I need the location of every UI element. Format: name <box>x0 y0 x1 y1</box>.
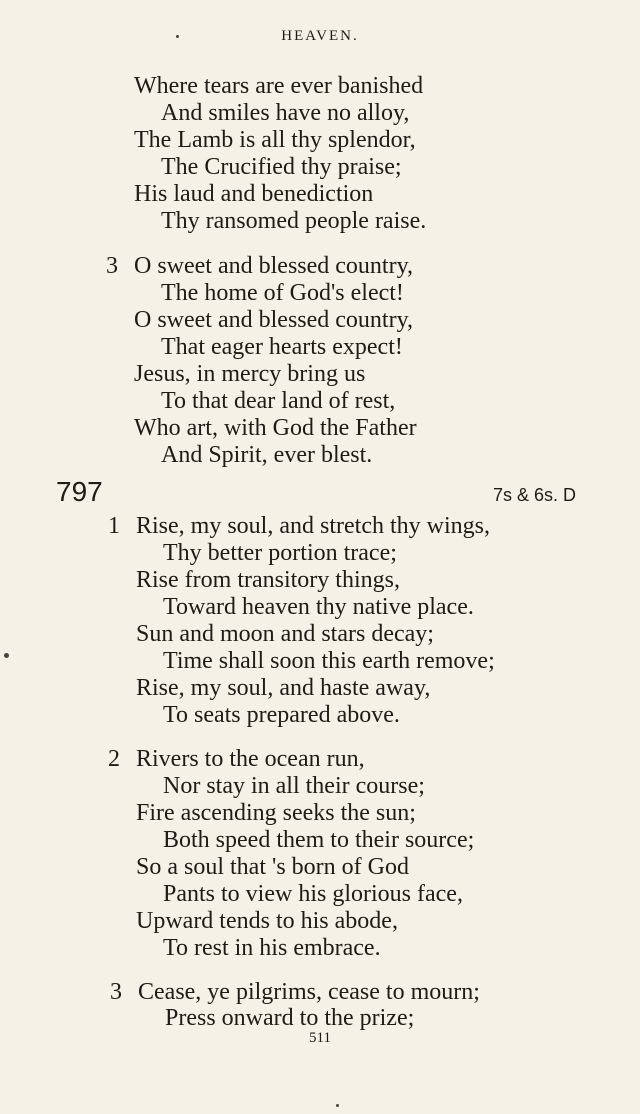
verse-line: Fire ascending seeks the sun; <box>136 800 416 826</box>
verse-line: To rest in his embrace. <box>163 935 381 961</box>
stanza-number: 3 <box>110 979 122 1005</box>
verse-line: Thy better portion trace; <box>163 540 397 566</box>
verse-line: The home of God's elect! <box>161 280 404 306</box>
verse-line: That eager hearts expect! <box>161 334 403 360</box>
verse-line: O sweet and blessed country, <box>134 253 414 279</box>
verse-line: Nor stay in all their course; <box>163 773 425 799</box>
verse-line: To seats prepared above. <box>163 702 400 728</box>
verse-line: To that dear land of rest, <box>161 388 396 414</box>
verse-line: Where tears are ever banished <box>134 73 424 99</box>
verse-line: Pants to view his glorious face, <box>163 881 463 907</box>
verse-line: The Crucified thy praise; <box>161 154 402 180</box>
verse-line: Time shall soon this earth remove; <box>163 648 495 674</box>
verse-line: Toward heaven thy native place. <box>163 594 474 620</box>
verse-line: And Spirit, ever blest. <box>161 442 373 468</box>
hymn-number: 797 <box>56 476 103 507</box>
verse-line: Rise, my soul, and haste away, <box>136 675 431 701</box>
verse-line: Jesus, in mercy bring us <box>134 361 366 387</box>
verse-line: So a soul that 's born of God <box>136 854 409 880</box>
verse-line: Rise, my soul, and stretch thy wings, <box>136 513 490 539</box>
verse-line: Who art, with God the Father <box>134 415 417 441</box>
verse-line: Sun and moon and stars decay; <box>136 621 434 647</box>
page-header: HEAVEN. <box>281 28 359 44</box>
verse-line: Thy ransomed people raise. <box>161 208 427 234</box>
ink-speck-bottom <box>336 1104 339 1107</box>
stanza-number: 2 <box>108 746 120 772</box>
stanza-number: 1 <box>108 513 120 539</box>
verse-line: His laud and benediction <box>134 181 374 207</box>
verse-line: Press onward to the prize; <box>165 1005 415 1031</box>
verse-line: Rise from transitory things, <box>136 567 400 593</box>
hymn-meter: 7s & 6s. D <box>492 485 576 505</box>
verse-line: Upward tends to his abode, <box>136 908 398 934</box>
verse-line: Both speed them to their source; <box>163 827 475 853</box>
verse-line: And smiles have no alloy, <box>161 100 410 126</box>
page-number: 511 <box>309 1030 331 1046</box>
verse-line: The Lamb is all thy splendor, <box>134 127 416 153</box>
ink-speck-margin <box>4 653 9 658</box>
verse-line: Cease, ye pilgrims, cease to mourn; <box>138 979 480 1005</box>
verse-line: Rivers to the ocean run, <box>136 746 365 772</box>
verse-line: O sweet and blessed country, <box>134 307 414 333</box>
stanza-number: 3 <box>106 253 118 279</box>
